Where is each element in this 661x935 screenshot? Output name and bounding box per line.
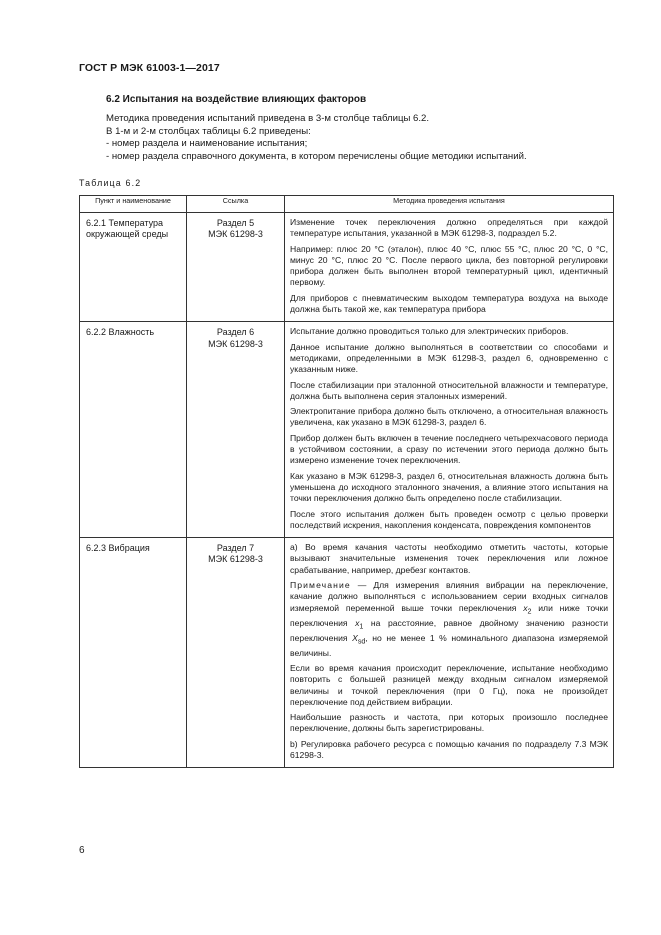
note-text: , но не менее 1 % номинального диапазона измеряемой величины.: [290, 632, 608, 658]
page-number: 6: [79, 845, 85, 856]
method-paragraph: Данное испытание должно выполняться в соответствии со способами и методиками, определенными в МЭК 61298-3, раздел 6, одновременно с указанным ниже.: [290, 341, 608, 375]
table-caption: Таблица 6.2: [79, 178, 142, 188]
ref-section: Раздел 6: [216, 327, 255, 338]
ref-standard: МЭК 61298-3: [208, 338, 263, 349]
intro-text: [106, 113, 606, 163]
method-paragraph: После этого испытания должен быть проведен осмотр с целью проверки последствий искрения, накопления конденсата, повреждения компонентов: [290, 508, 608, 530]
ref-cell: [187, 538, 285, 768]
intro-bullet: - номер раздела справочного документа, в котором перечислены общие методики испытаний.: [106, 150, 527, 162]
method-cell: [285, 213, 614, 322]
column-header-ref: Ссылка: [187, 196, 285, 213]
table-row-humidity: [80, 322, 614, 538]
ref-section: Раздел 7: [216, 543, 255, 554]
var-xsd-sub: sd: [357, 637, 366, 646]
intro-bullet: - номер раздела и наименование испытания;: [106, 138, 308, 150]
column-header-method: Методика проведения испытания: [285, 196, 614, 213]
method-paragraph: Прибор должен быть включен в течение последнего четырехчасового периода в устойчивом состоянии, а сразу по истечении этого периода должно быть измерено изменение точек переключения.: [290, 432, 608, 466]
note-label: Примечание: [290, 580, 351, 591]
ref-standard: МЭК 61298-3: [208, 229, 263, 240]
method-paragraph: Как указано в МЭК 61298-3, раздел 6, относительная влажность должна быть уменьшена до исходного эталонного значения, а влияние этого испытания на точки переключения должно быть определено после стабилизации.: [290, 470, 608, 504]
method-paragraph: Изменение точек переключения должно определяться при каждой температуре испытания, указанной в МЭК 61298-3, подраздел 5.2.: [290, 217, 608, 239]
var-xsd: X: [352, 632, 358, 643]
var-x2: x: [523, 602, 528, 613]
table-row-temperature: [80, 213, 614, 322]
method-cell: [285, 322, 614, 538]
item-cell: 6.2.1 Температура окружающей среды: [80, 213, 187, 322]
var-x1: x: [355, 617, 360, 628]
item-cell: 6.2.3 Вибрация: [80, 538, 187, 768]
ref-cell: [187, 322, 285, 538]
var-x2-sub: 2: [527, 607, 532, 616]
method-paragraph: После стабилизации при эталонной относительной влажности и температуре, должна быть выполнена серия эталонных измерений.: [290, 379, 608, 401]
ref-standard: МЭК 61298-3: [208, 554, 263, 565]
intro-line: Методика проведения испытаний приведена в 3-м столбце таблицы 6.2.: [106, 113, 430, 124]
table-row-vibration: [80, 538, 614, 768]
method-paragraph: а) Во время качания частоты необходимо отметить частоты, которые вызывают значительные изменения точек переключения или ложное срабатывание, например, дребезг контактов.: [290, 542, 608, 575]
column-header-item: Пункт и наименование: [80, 196, 187, 213]
item-cell: 6.2.2 Влажность: [80, 322, 187, 538]
test-table: [79, 195, 614, 768]
note-paragraph: [290, 580, 608, 659]
ref-section: Раздел 5: [216, 218, 255, 228]
method-paragraph: Если во время качания происходит переключение, испытание необходимо повторить с большей разницей между входным сигналом измеряемой величины и точкой переключения (при 0 Гц), пока не произойдет переключение под действием вибрации.: [290, 662, 608, 707]
document-header: ГОСТ Р МЭК 61003-1—2017: [79, 62, 220, 74]
method-paragraph: Например: плюс 20 °С (эталон), плюс 40 °С, плюс 55 °С, плюс 20 °С, 0 °С, минус 20 °С, плюс 20 °С. После первого цикла, без повторной регулировки прибора должен быть выполнен второй температурный цикл, идентичный первому.: [290, 243, 608, 288]
method-paragraph: b) Регулировка рабочего ресурса с помощью качания по подразделу 7.3 МЭК 61298-3.: [290, 738, 608, 761]
note-text: на расстояние, равное двойному значению разности переключения: [290, 617, 609, 643]
method-paragraph: Наибольшие разность и частота, при которых произошло последнее переключение, должны быть зарегистрированы.: [290, 712, 608, 734]
table-header-row: [80, 196, 614, 213]
section-title: 6.2 Испытания на воздействие влияющих факторов: [106, 94, 367, 105]
var-x1-sub: 1: [359, 622, 364, 631]
method-cell: [285, 538, 614, 768]
method-paragraph: Электропитание прибора должно быть отключено, а относительная влажность увеличена, как указано в МЭК 61298-3, раздел 6.: [290, 406, 608, 428]
method-paragraph: Для приборов с пневматическим выходом температура воздуха на выходе должна быть такой же, как температура прибора: [290, 292, 608, 315]
intro-line: В 1-м и 2-м столбцах таблицы 6.2 приведены:: [106, 125, 311, 137]
method-paragraph: Испытание должно проводиться только для электрических приборов.: [290, 326, 569, 337]
note-text: или ниже точки переключения: [290, 602, 608, 628]
note-text: — Для измерения влияния вибрации на переключение, качание должно выполняться с использованием серии входных сигналов измеряемой переменной выше точки переключения: [290, 580, 608, 613]
ref-cell: [187, 213, 285, 322]
